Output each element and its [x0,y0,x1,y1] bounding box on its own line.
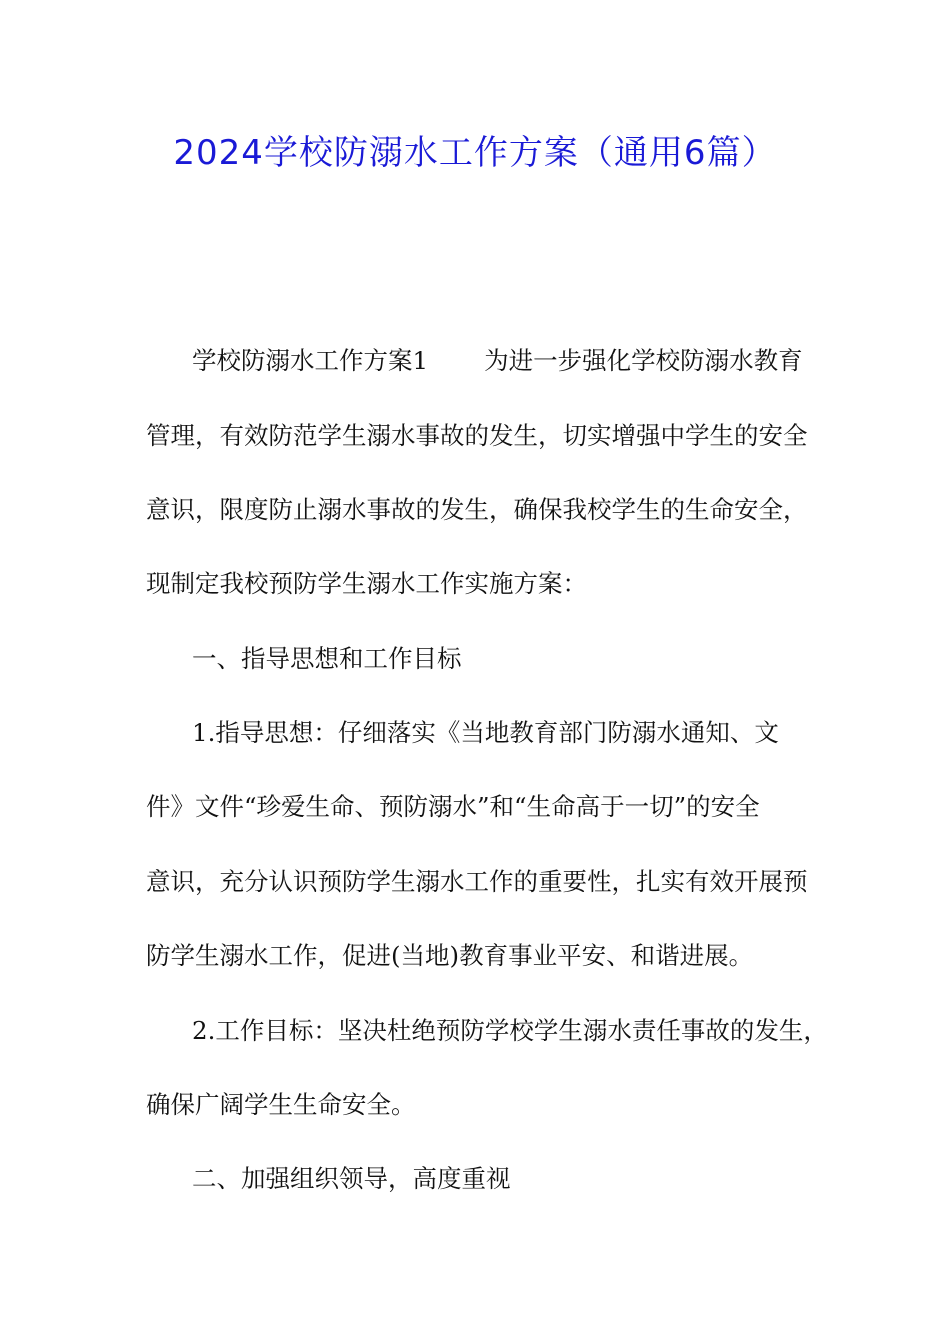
paragraph-line: 2.工作目标：坚决杜绝预防学校学生溺水责任事故的发生， [192,1016,828,1045]
section-heading: 一、指导思想和工作目标 [192,644,462,673]
intro-text: 为进一步强化学校防溺水教育 [484,346,803,375]
paragraph-line: 确保广阔学生生命安全。 [146,1090,416,1119]
paragraph-line: 管理，有效防范学生溺水事故的发生，切实增强中学生的安全 [146,421,808,450]
section-heading: 二、加强组织领导，高度重视 [192,1164,511,1193]
document-title: 2024学校防溺水工作方案（通用6篇） [173,133,777,173]
paragraph-line: 件》文件“珍爱生命、预防溺水”和“生命高于一切”的安全 [146,792,760,821]
paragraph-line: 防学生溺水工作，促进(当地)教育事业平安、和谐进展。 [146,941,754,970]
paragraph-line: 1.指导思想：仔细落实《当地教育部门防溺水通知、文 [192,718,779,747]
section-heading: 学校防溺水工作方案1 [192,346,429,375]
paragraph-line: 意识，充分认识预防学生溺水工作的重要性，扎实有效开展预 [146,867,808,896]
paragraph-line: 意识，限度防止溺水事故的发生，确保我校学生的生命安全， [146,495,808,524]
paragraph-line: 现制定我校预防学生溺水工作实施方案： [146,569,587,598]
paragraph-line [192,343,803,379]
